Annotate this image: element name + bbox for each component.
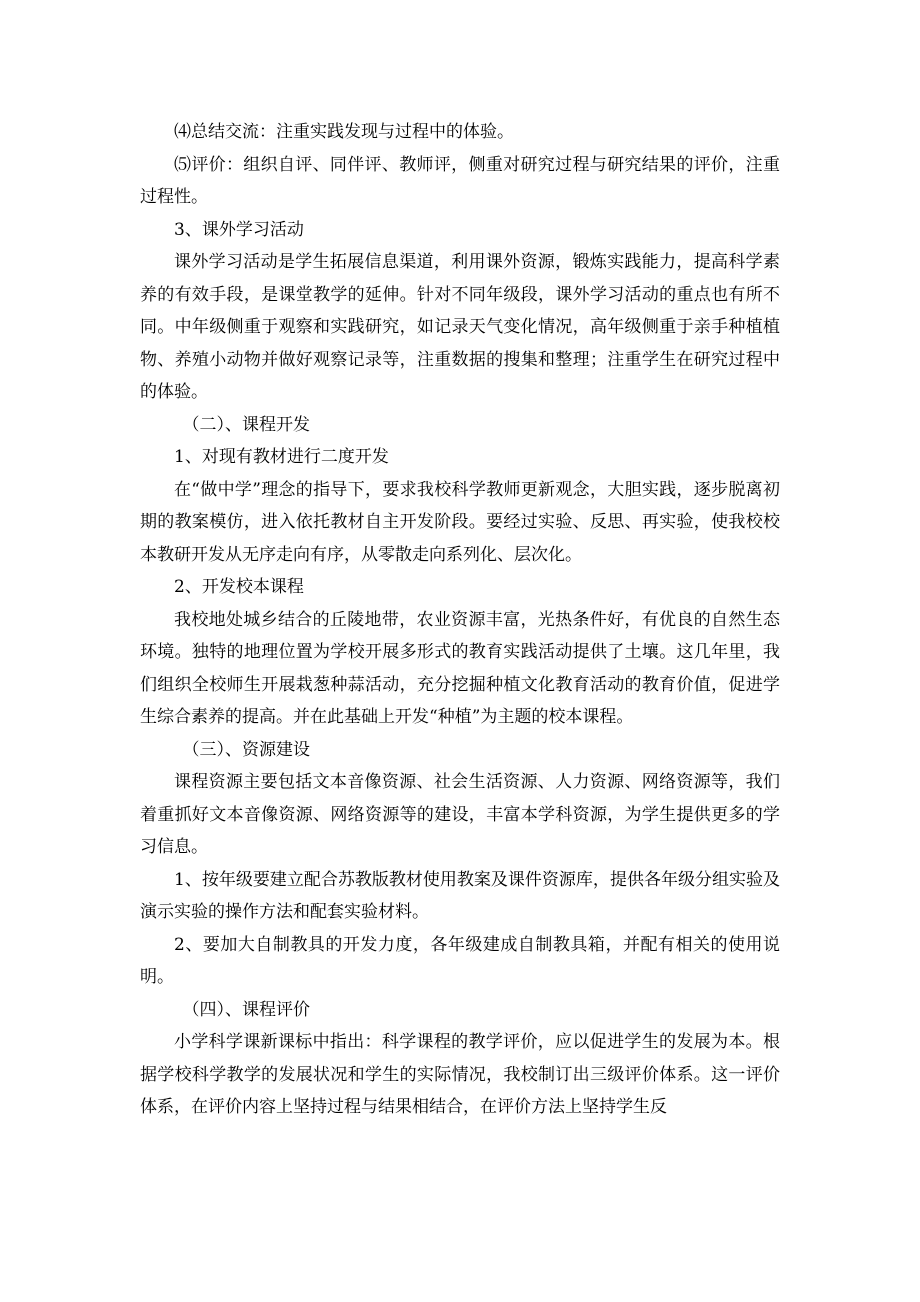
paragraph-evaluation-system: 小学科学课新课标中指出：科学课程的教学评价，应以促进学生的发展为本。根据学校科学教学的发展状况和学生的实际情况，我校制订出三级评价体系。这一评价体系，在评价内容上坚持过程与结果相结合，在评价方法上坚持学生反 — [140, 1032, 780, 1117]
heading-textbook-redevelopment: 1、对现有教材进行二度开发 — [174, 447, 389, 467]
section-heading-resource-building: （三）、资源建设 — [182, 739, 310, 760]
heading-extracurricular-activities: 3、课外学习活动 — [174, 219, 304, 240]
paragraph-extracurricular-description: 课外学习活动是学生拓展信息渠道，利用课外资源，锻炼实践能力，提高科学素养的有效手段，是课堂教学的延伸。针对不同年级段，课外学习活动的重点也有所不同。中年级侧重于观察和实践研究，如记录天气变化情况，高年级侧重于亲手种植植物、养殖小动物并做好观察记录等，注重数据的搜集和整理；注重学生在研究过程中的体验。 — [140, 252, 780, 402]
paragraph-evaluation: ⑸评价：组织自评、同伴评、教师评，侧重对研究过程与研究结果的评价，注重过程性。 — [140, 154, 780, 207]
section-heading-curriculum-development: （二）、课程开发 — [182, 414, 310, 435]
document-body — [140, 116, 780, 1124]
paragraph-resource-overview: 课程资源主要包括文本音像资源、社会生活资源、人力资源、网络资源等，我们着重抓好文本音像资源、网络资源等的建设，丰富本学科资源，为学生提供更多的学习信息。 — [140, 772, 780, 857]
paragraph-resource-item-2: 2、要加大自制教具的开发力度，各年级建成自制教具箱，并配有相关的使用说明。 — [140, 934, 780, 987]
section-heading-curriculum-evaluation: （四）、课程评价 — [182, 999, 310, 1020]
paragraph-school-curriculum: 我校地处城乡结合的丘陵地带，农业资源丰富，光热条件好，有优良的自然生态环境。独特的地理位置为学校开展多形式的教育实践活动提供了土壤。这几年里，我们组织全校师生开展栽葱种蒜活动，充分挖掘种植文化教育活动的教育价值，促进学生综合素养的提高。并在此基础上开发“种植”为主题的校本课程。 — [140, 609, 780, 727]
paragraph-summary-exchange: ⑷总结交流：注重实践发现与过程中的体验。 — [174, 122, 514, 142]
paragraph-textbook-redevelopment: 在“做中学”理念的指导下，要求我校科学教师更新观念，大胆实践，逐步脱离初期的教案模仿，进入依托教材自主开发阶段。要经过实验、反思、再实验，使我校校本教研开发从无序走向有序，从零散走向系列化、层次化。 — [140, 479, 780, 565]
paragraph-resource-item-1: 1、按年级要建立配合苏教版教材使用教案及课件资源库，提供各年级分组实验及演示实验的操作方法和配套实验材料。 — [140, 869, 780, 922]
heading-school-curriculum: 2、开发校本课程 — [174, 577, 304, 597]
